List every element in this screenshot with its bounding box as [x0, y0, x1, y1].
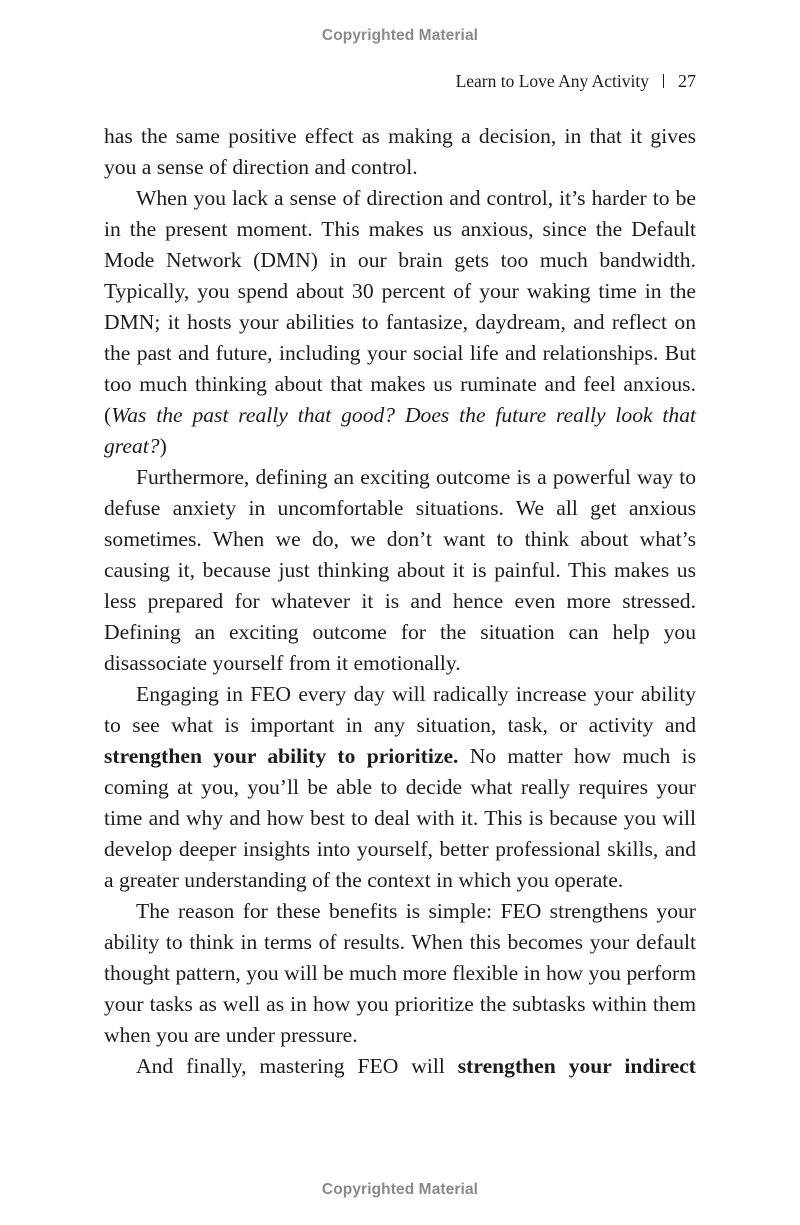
paragraph-5-text: The reason for these benefits is simple: FEO strengthens your ability to think in terms of results. When this becomes your default thought pattern, you will be much more flexible in how you perform your tasks as well as in how you prioritize the subtasks within them when you are under pressure.: [104, 899, 696, 1047]
copyright-watermark-top: Copyrighted Material: [321, 27, 479, 44]
paragraph-3: [104, 462, 696, 679]
body-text: [104, 121, 696, 1082]
paragraph-2-text-a: When you lack a sense of direction and control, it’s harder to be in the present moment. This makes us anxious, since the Default Mode Network (DMN) in our brain gets too much bandwidth. Typically, you spend about 30 percent of your waking time in the DMN; it hosts your abilities to fantasize, daydream, and reflect on the past and future, including your social life and relationships. But too much thinking about that makes us ruminate and feel anxious. (: [104, 186, 696, 427]
paragraph-1-text: has the same positive effect as making a decision, in that it gives you a sense of direction and control.: [104, 124, 696, 179]
paragraph-6-text-a: And finally, mastering FEO will: [136, 1054, 458, 1078]
paragraph-3-text: Furthermore, defining an exciting outcome is a powerful way to defuse anxiety in uncomfortable situations. We all get anxious sometimes. When we do, we don’t want to think about what’s causing it, because just thinking about it is painful. This makes us less prepared for whatever it is and hence even more stressed. Defining an exciting outcome for the situation can help you disassociate yourself from it emotionally.: [104, 465, 696, 675]
running-header: [456, 71, 696, 92]
paragraph-2-italic: Was the past really that good? Does the future really look that great?: [104, 403, 696, 458]
paragraph-4-text-a: Engaging in FEO every day will radically increase your ability to see what is important in any situation, task, or activity and: [104, 682, 696, 737]
paragraph-4-bold: strengthen your ability to prioritize.: [104, 744, 459, 768]
paragraph-4: [104, 679, 696, 896]
running-title: Learn to Love Any Activity: [455, 71, 649, 91]
page-number: 27: [678, 71, 696, 91]
copyright-watermark-bottom: Copyrighted Material: [321, 1181, 479, 1198]
paragraph-1: [104, 121, 696, 183]
paragraph-4-text-b: No matter how much is coming at you, you’ll be able to decide what really requires your time and why and how best to deal with it. This is because you will develop deeper insights into yourself, better professional skills, and a greater understanding of the context in which you operate.: [104, 744, 696, 892]
paragraph-6-bold: strengthen your indirect: [457, 1054, 696, 1078]
paragraph-2-text-b: ): [159, 434, 167, 458]
header-separator: [663, 74, 664, 88]
paragraph-6: [104, 1051, 696, 1082]
paragraph-5: [104, 896, 696, 1051]
paragraph-2: [104, 183, 696, 462]
